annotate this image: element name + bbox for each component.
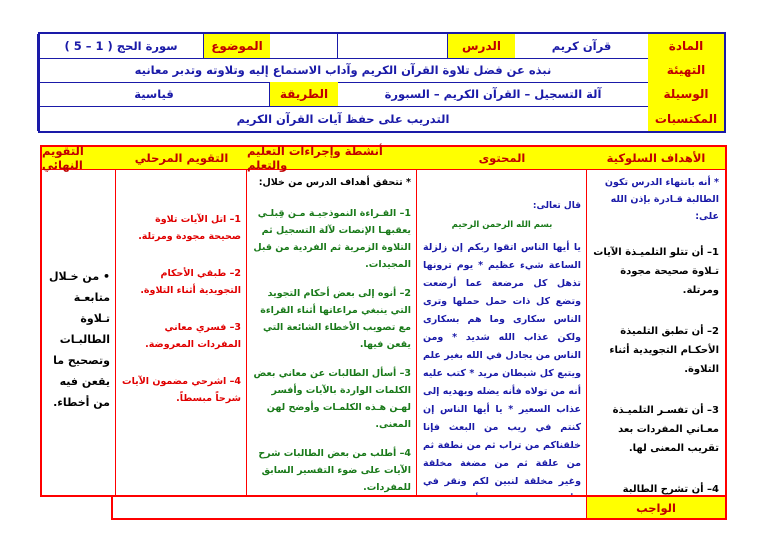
stage-eval-body	[116, 207, 247, 495]
info-row-intro	[40, 58, 724, 83]
lesson-extra	[269, 34, 338, 58]
final-eval-body	[42, 262, 116, 495]
subject-value: قرآن كريم	[514, 34, 648, 58]
skills-label: المكتسبات	[648, 106, 724, 131]
stage-eval-item: 4– اشرحي مضمون الآيات شرحاً مبسطاً.	[122, 376, 241, 404]
objective-item: 3– أن تفسـر التلميـذة معـاني المفردات بعد تقريب المعنى لها.	[612, 405, 719, 454]
content-header: المحتوى	[417, 147, 587, 170]
info-row-skills	[40, 106, 724, 131]
homework-label: الواجب	[586, 497, 725, 518]
quran-verses: يا أيها الناس اتقوا ربكم إن زلزلة الساعة شيء عظيم * يوم ترونها تذهل كل مرضعة عما أرضعت وتضع كل ذات حمل حملها وترى الناس سكارى وما هم بسكارى ولكن عذاب الله شديد * ومن الناس من يجادل في الله بغير علم ويتبع كل شيطان مريد * كتب عليه أنه من تولاه فأنه يضله ويهديه إلى عذاب السعير * يا أيها الناس إن كنتم في ريب من البعث فإنا خلقناكم من تراب ثم من نطفة ثم من علقة ثم من مضغة مخلقة وغير مخلقة لنبين لكم ونقر في	[423, 242, 581, 487]
method-value: قياسية	[37, 82, 270, 106]
final-eval-text: • من خـلال متابعـة تـلاوة الطالبـات وتصحيح ما يقعن فيه من أخطاء.	[49, 270, 110, 409]
lesson-label: الدرس	[447, 34, 515, 58]
activities-column	[246, 144, 417, 495]
activity-item: 2– أنوه إلى بعض أحكام التجويد التي ينبغي مراعاتها أثناء القراءة مع تصويب الأخطاء الشائعة التي يقعن فيها.	[260, 288, 411, 350]
activities-header: أنشطة وإجراءات التعليم والتعلم	[247, 147, 417, 170]
stage-eval-item: 1– اتل الآيات تلاوة صحيحة مجودة ومرتلة.	[138, 214, 241, 242]
objective-item: 2– أن تطبق التلميذة الأحكـام التجويدية أثناء التلاوة.	[609, 326, 719, 375]
lesson-plan-table	[40, 145, 727, 497]
activities-intro: * تتحقق أهداف الدرس من خلال:	[258, 177, 411, 188]
homework-value	[113, 497, 587, 518]
means-label: الوسيلة	[648, 82, 724, 106]
final-eval-header: التقويم النهائي	[42, 147, 116, 170]
objective-item: 1– أن تتلو التلميـذة الآيات تـلاوة صحيحة مجودة ومرتلة.	[593, 247, 719, 296]
topic-value: سورة الحج ( 1 – 5 )	[37, 34, 204, 58]
stage-eval-item: 2– طبقي الأحكام التجويدية أثناء التلاوة.	[140, 268, 241, 296]
objectives-header: الأهداف السلوكية	[587, 147, 725, 170]
intro-value: نبذه عن فضل تلاوة القرآن الكريم وآداب الاستماع إليه وتلاوته وتدبر معانيه	[37, 58, 648, 82]
content-body	[417, 195, 587, 495]
objectives-body	[587, 170, 725, 495]
activities-body	[247, 170, 417, 495]
topic-label: الموضوع	[203, 34, 270, 58]
stage-eval-column	[115, 147, 247, 495]
objectives-intro: * أنه بانتهاء الدرس تكون الطالبة قـادرة بإذن الله على:	[604, 177, 719, 222]
info-row-means	[40, 82, 724, 107]
lesson-value	[337, 34, 448, 58]
activity-item: 4– أطلب من بعض الطالبات شرح الآيات على ضوء التفسير السابق للمفردات.	[258, 448, 411, 493]
stage-eval-item: 3– فسري معاني المفردات المعروضة.	[145, 322, 241, 350]
objectives-column	[586, 147, 725, 495]
info-row-subject	[40, 34, 724, 59]
means-value: آلة التسجيل – القرآن الكريم – السبورة	[337, 82, 648, 106]
subject-label: المادة	[648, 34, 724, 58]
intro-label: التهيئة	[648, 58, 724, 82]
activity-item: 1– القـراءة النموذجيـة مـن قِبلـي يعقبهـا الإنصات لآلة التسجيل ثم التلاوة الزمرية ثم الفردية من قبل المجيدات.	[253, 208, 411, 270]
content-intro: قال تعالى:	[532, 201, 581, 211]
activity-item: 3– أسأل الطالبات عن معاني بعض الكلمات الواردة بالآيات وأفسر لهـن هـذه الكلمـات وأوضح لهن المعنى.	[253, 368, 411, 430]
final-eval-column	[42, 144, 116, 495]
homework-row	[111, 497, 727, 520]
stage-eval-header: التقويم المرحلي	[116, 147, 247, 170]
objective-item: 4– أن تشرح الطالبة	[622, 484, 719, 495]
basmala: بسم الله الرحمن الرحيم	[451, 220, 553, 230]
skills-value: التدريب على حفظ آيات القرآن الكريم	[37, 106, 648, 131]
content-column	[416, 147, 587, 495]
lesson-info-table	[38, 32, 726, 133]
method-label: الطريقة	[269, 82, 338, 106]
